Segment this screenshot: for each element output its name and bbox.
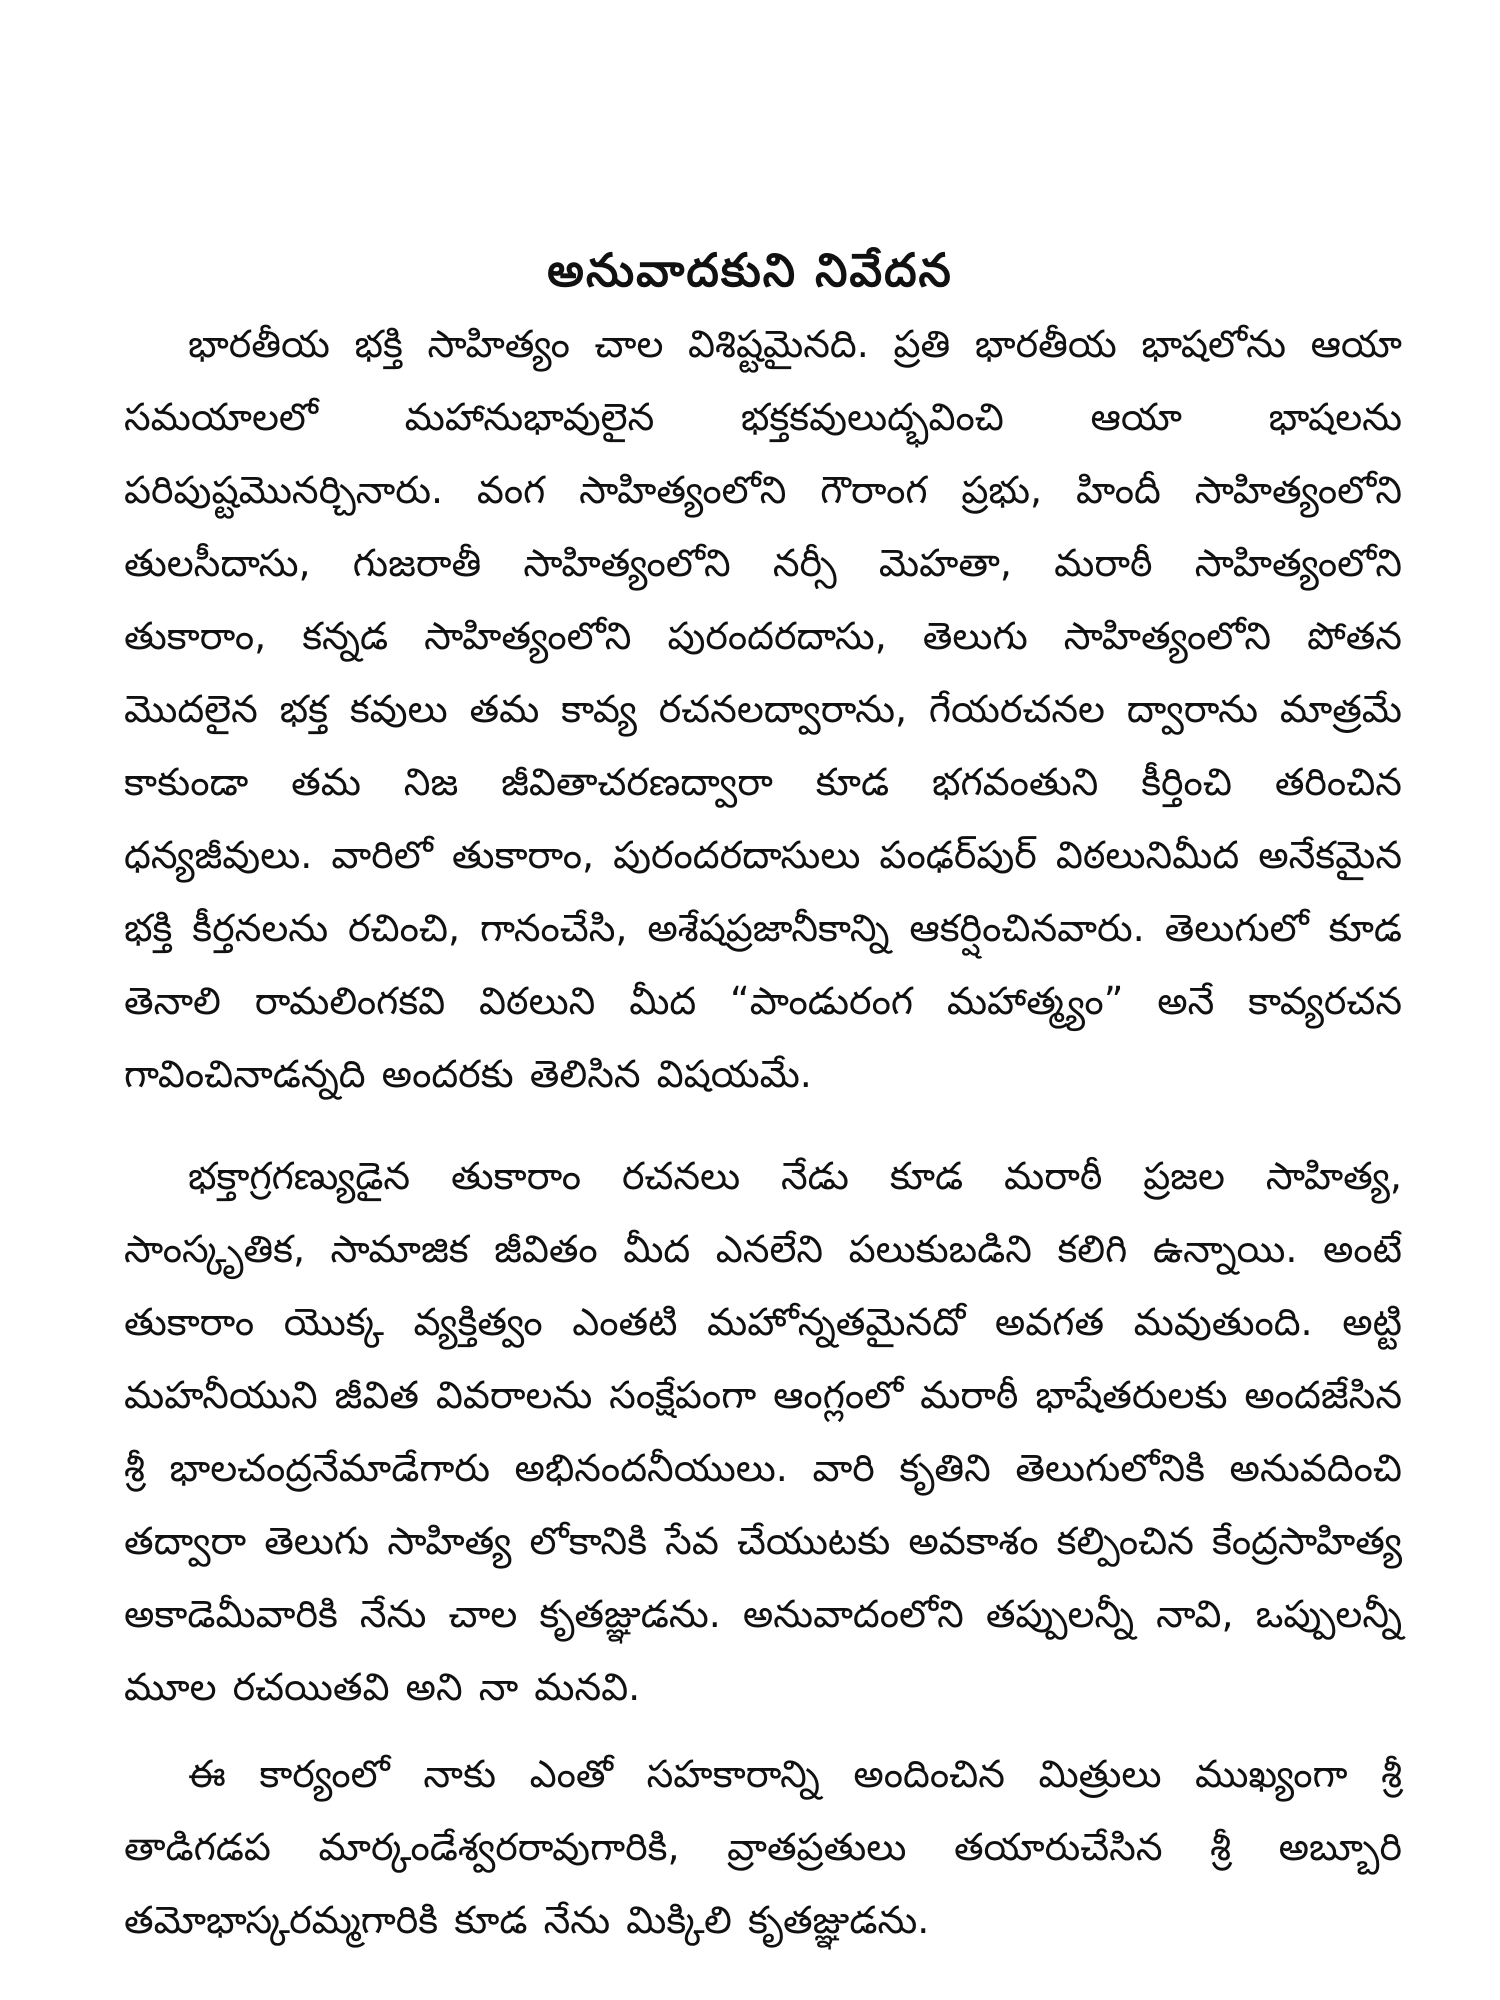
page-title: అనువాదకుని నివేదన bbox=[547, 242, 953, 297]
paragraph-1: భారతీయ భక్తి సాహిత్యం చాల విశిష్టమైనది. ప్రతి భారతీయ భాషలోను ఆయా సమయాలలో మహానుభావులైన భక్తకవులుద్భవించి ఆయా భాషలను పరిపుష్టమొనర్చినారు. వంగ సాహిత్యంలోని గౌరాంగ ప్రభు, హిందీ సాహిత్యంలోని తులసీదాసు, గుజరాతీ సాహిత్యంలోని నర్సీ మెహతా, మరాఠీ సాహిత్యంలోని తుకారాం, కన్నడ సాహిత్యంలోని పురందరదాసు, తెలుగు సాహిత్యంలోని పోతన మొదలైన భక్త కవులు తమ కావ్య రచనలద్వారాను, గేయరచనల ద్వారాను మాత్రమే కాకుండా తమ నిజ జీవితాచరణద్వారా కూడ భగవంతుని కీర్తించి తరించిన ధన్యజీవులు. వారిలో తుకారాం, పురందరదాసులు పంఢర్‌పుర్ విఠలునిమీద అనేకమైన భక్తి కీర్తనలను రచించి, గానంచేసి, అశేషప్రజానీకాన్ని ఆకర్షించినవారు. తెలుగులో కూడ తెనాలి రామలింగకవి విఠలుని మీద “పాండురంగ మహాత్మ్యం” అనే కావ్యరచన గావించినాడన్నది అందరకు తెలిసిన విషయమే. bbox=[124, 322, 1402, 1096]
paragraph-3: ఈ కార్యంలో నాకు ఎంతో సహకారాన్ని అందించిన మిత్రులు ముఖ్యంగా శ్రీ తాడిగడప మార్కండేశ్వరరావుగారికి, వ్రాతప్రతులు తయారుచేసిన శ్రీ అబ్బూరి తమోభాస్కరమ్మగారికి కూడ నేను మిక్కిలి కృతజ్ఞుడను. bbox=[124, 1752, 1402, 1942]
paragraph-2: భక్తాగ్రగణ్యుడైన తుకారాం రచనలు నేడు కూడ మరాఠీ ప్రజల సాహిత్య, సాంస్కృతిక, సామాజిక జీవితం మీద ఎనలేని పలుకుబడిని కలిగి ఉన్నాయి. అంటే తుకారాం యొక్క వ్యక్తిత్వం ఎంతటి మహోన్నతమైనదో అవగత మవుతుంది. అట్టి మహనీయుని జీవిత వివరాలను సంక్షేపంగా ఆంగ్లంలో మరాఠీ భాషేతరులకు అందజేసిన శ్రీ భాలచంద్రనేమాడేగారు అభినందనీయులు. వారి కృతిని తెలుగులోనికి అనువదించి తద్వారా తెలుగు సాహిత్య లోకానికి సేవ చేయుటకు అవకాశం కల్పించిన కేంద్రసాహిత్య అకాడెమీవారికి నేను చాల కృతజ్ఞుడను. అనువాదంలోని తప్పులన్నీ నావి, ఒప్పులన్నీ మూల రచయితవి అని నా మనవి. bbox=[124, 1154, 1402, 1709]
